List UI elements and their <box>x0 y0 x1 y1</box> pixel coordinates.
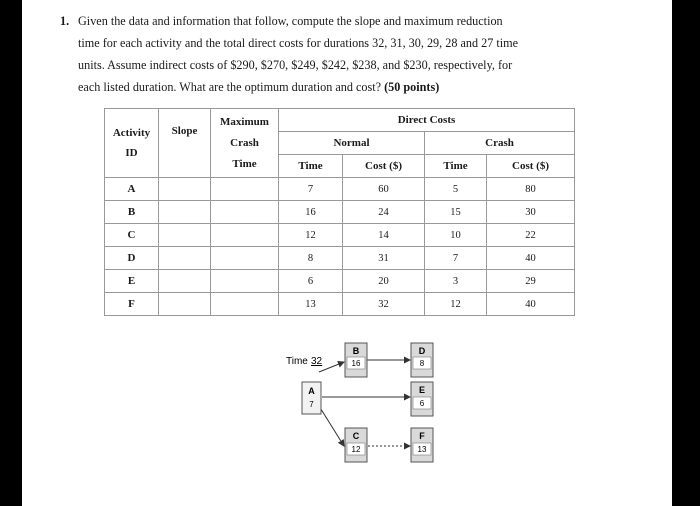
node-e-label: E <box>418 385 426 395</box>
cell-normal-time: 7 <box>279 178 343 201</box>
cell-normal-time: 13 <box>279 293 343 316</box>
cell-normal-cost: 60 <box>343 178 425 201</box>
node-f-duration: 13 <box>417 445 427 454</box>
header-normal-cost: Cost ($) <box>343 155 425 178</box>
cell-normal-time: 16 <box>279 201 343 224</box>
node-c-label: C <box>352 431 360 441</box>
node-a-label: A <box>308 386 315 396</box>
header-crash-label: Crash <box>230 137 259 149</box>
node-f-label: F <box>419 431 425 441</box>
cell-crash-cost: 30 <box>487 201 575 224</box>
header-normal: Normal <box>279 132 425 155</box>
cell-crash-time: 15 <box>425 201 487 224</box>
node-e-duration: 6 <box>419 399 425 408</box>
cell-activity-id: D <box>105 247 159 270</box>
cell-normal-cost: 31 <box>343 247 425 270</box>
cell-normal-time: 8 <box>279 247 343 270</box>
question-line-1: Given the data and information that follow, compute the slope and maximum reduction <box>78 14 503 28</box>
node-b-label: B <box>352 346 360 356</box>
cell-normal-time: 6 <box>279 270 343 293</box>
header-normal-time: Time <box>279 155 343 178</box>
question-number: 1. <box>60 14 70 28</box>
cell-crash-time: 7 <box>425 247 487 270</box>
cell-crash-cost: 40 <box>487 247 575 270</box>
header-crash: Crash <box>425 132 575 155</box>
cell-normal-cost: 20 <box>343 270 425 293</box>
question-line-3: units. Assume indirect costs of $290, $270, $249, $242, $238, and $230, respectively, for <box>78 58 513 72</box>
question-line-4-text: each listed duration. What are the optimum duration and cost? <box>78 80 382 94</box>
header-id-label: ID <box>125 147 138 159</box>
question-line-2: time for each activity and the total direct costs for durations 32, 31, 30, 29, 28 and 27 time <box>78 36 518 50</box>
cell-normal-cost: 24 <box>343 201 425 224</box>
node-f <box>411 428 433 462</box>
cell-crash-time: 3 <box>425 270 487 293</box>
cell-activity-id: C <box>105 224 159 247</box>
cell-crash-time: 12 <box>425 293 487 316</box>
time-value: 32 <box>311 356 323 367</box>
cell-crash-cost: 40 <box>487 293 575 316</box>
node-a <box>302 382 321 414</box>
cell-crash-cost: 80 <box>487 178 575 201</box>
header-slope: Slope <box>159 109 211 178</box>
cell-crash-cost: 22 <box>487 224 575 247</box>
node-a-duration: 7 <box>309 400 314 409</box>
node-c-duration: 12 <box>351 445 361 454</box>
header-maximum-label: Maximum <box>220 116 269 128</box>
time-label: Time <box>286 356 308 367</box>
cell-normal-cost: 14 <box>343 224 425 247</box>
header-crash-time: Time <box>425 155 487 178</box>
cell-activity-id: A <box>105 178 159 201</box>
cell-activity-id: B <box>105 201 159 224</box>
header-time-label: Time <box>232 158 257 170</box>
node-c <box>345 428 367 462</box>
question-points: (50 points) <box>384 80 440 94</box>
cell-crash-time: 5 <box>425 178 487 201</box>
header-activity-label: Activity <box>112 127 151 139</box>
edge-a-b <box>319 362 344 372</box>
node-b-duration: 16 <box>351 359 361 368</box>
node-d <box>411 343 433 377</box>
node-e <box>411 382 433 416</box>
node-d-duration: 8 <box>419 359 425 368</box>
cell-activity-id: F <box>105 293 159 316</box>
cell-activity-id: E <box>105 270 159 293</box>
cell-normal-cost: 32 <box>343 293 425 316</box>
node-b <box>345 343 367 377</box>
edge-a-c <box>319 406 344 446</box>
cell-crash-time: 10 <box>425 224 487 247</box>
cell-crash-cost: 29 <box>487 270 575 293</box>
header-direct-costs: Direct Costs <box>279 109 575 132</box>
header-crash-cost: Cost ($) <box>487 155 575 178</box>
cell-normal-time: 12 <box>279 224 343 247</box>
node-d-label: D <box>418 346 426 356</box>
